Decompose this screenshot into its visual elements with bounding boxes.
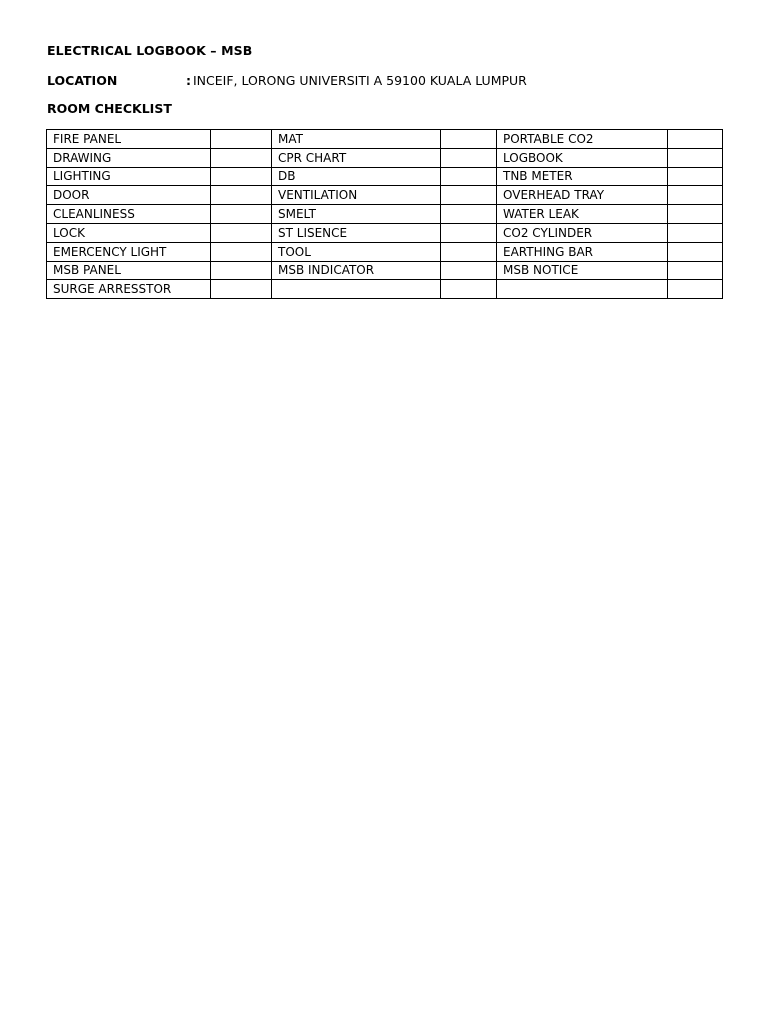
checklist-item-label: MAT xyxy=(272,130,441,149)
check-cell[interactable] xyxy=(211,205,272,224)
check-cell[interactable] xyxy=(211,186,272,205)
checklist-item-label: EMERCENCY LIGHT xyxy=(47,242,211,261)
check-cell[interactable] xyxy=(668,242,723,261)
checklist-item-label: DRAWING xyxy=(47,148,211,167)
check-cell[interactable] xyxy=(211,261,272,280)
checklist-item-label: CO2 CYLINDER xyxy=(497,223,668,242)
check-cell[interactable] xyxy=(668,130,723,149)
checklist-item-label: DB xyxy=(272,167,441,186)
check-cell[interactable] xyxy=(668,148,723,167)
checklist-item-label: FIRE PANEL xyxy=(47,130,211,149)
check-cell[interactable] xyxy=(668,261,723,280)
check-cell[interactable] xyxy=(668,205,723,224)
check-cell[interactable] xyxy=(441,261,497,280)
check-cell[interactable] xyxy=(668,167,723,186)
check-cell[interactable] xyxy=(441,148,497,167)
location-label: LOCATION xyxy=(47,73,118,88)
check-cell[interactable] xyxy=(211,130,272,149)
table-row xyxy=(47,205,723,224)
check-cell[interactable] xyxy=(441,242,497,261)
document-title: ELECTRICAL LOGBOOK – MSB xyxy=(47,43,253,58)
table-row xyxy=(47,167,723,186)
table-row xyxy=(47,130,723,149)
checklist-item-label: DOOR xyxy=(47,186,211,205)
table-row xyxy=(47,148,723,167)
checklist-item-label: OVERHEAD TRAY xyxy=(497,186,668,205)
table-row xyxy=(47,242,723,261)
check-cell[interactable] xyxy=(441,130,497,149)
check-cell[interactable] xyxy=(668,280,723,299)
checklist-item-label: MSB PANEL xyxy=(47,261,211,280)
check-cell[interactable] xyxy=(441,223,497,242)
location-value: INCEIF, LORONG UNIVERSITI A 59100 KUALA LUMPUR xyxy=(193,73,527,88)
checklist-item-label: TOOL xyxy=(272,242,441,261)
table-row xyxy=(47,280,723,299)
check-cell[interactable] xyxy=(441,167,497,186)
checklist-item-label: TNB METER xyxy=(497,167,668,186)
room-checklist-table xyxy=(46,129,723,299)
checklist-item-label: WATER LEAK xyxy=(497,205,668,224)
checklist-item-label: VENTILATION xyxy=(272,186,441,205)
check-cell[interactable] xyxy=(211,280,272,299)
check-cell[interactable] xyxy=(441,280,497,299)
checklist-item-label xyxy=(497,280,668,299)
checklist-item-label: SURGE ARRESSTOR xyxy=(47,280,211,299)
checklist-item-label xyxy=(272,280,441,299)
section-title: ROOM CHECKLIST xyxy=(47,101,172,116)
checklist-item-label: EARTHING BAR xyxy=(497,242,668,261)
table-row xyxy=(47,261,723,280)
checklist-item-label: LIGHTING xyxy=(47,167,211,186)
checklist-item-label: MSB NOTICE xyxy=(497,261,668,280)
checklist-item-label: LOGBOOK xyxy=(497,148,668,167)
checklist-item-label: ST LISENCE xyxy=(272,223,441,242)
checklist-body xyxy=(47,130,723,299)
checklist-item-label: MSB INDICATOR xyxy=(272,261,441,280)
check-cell[interactable] xyxy=(668,186,723,205)
checklist-item-label: SMELT xyxy=(272,205,441,224)
check-cell[interactable] xyxy=(211,242,272,261)
checklist-item-label: LOCK xyxy=(47,223,211,242)
check-cell[interactable] xyxy=(668,223,723,242)
check-cell[interactable] xyxy=(211,223,272,242)
check-cell[interactable] xyxy=(441,205,497,224)
location-colon: : xyxy=(186,73,191,88)
check-cell[interactable] xyxy=(211,148,272,167)
table-row xyxy=(47,186,723,205)
checklist-item-label: PORTABLE CO2 xyxy=(497,130,668,149)
checklist-item-label: CPR CHART xyxy=(272,148,441,167)
check-cell[interactable] xyxy=(211,167,272,186)
table-row xyxy=(47,223,723,242)
check-cell[interactable] xyxy=(441,186,497,205)
checklist-item-label: CLEANLINESS xyxy=(47,205,211,224)
